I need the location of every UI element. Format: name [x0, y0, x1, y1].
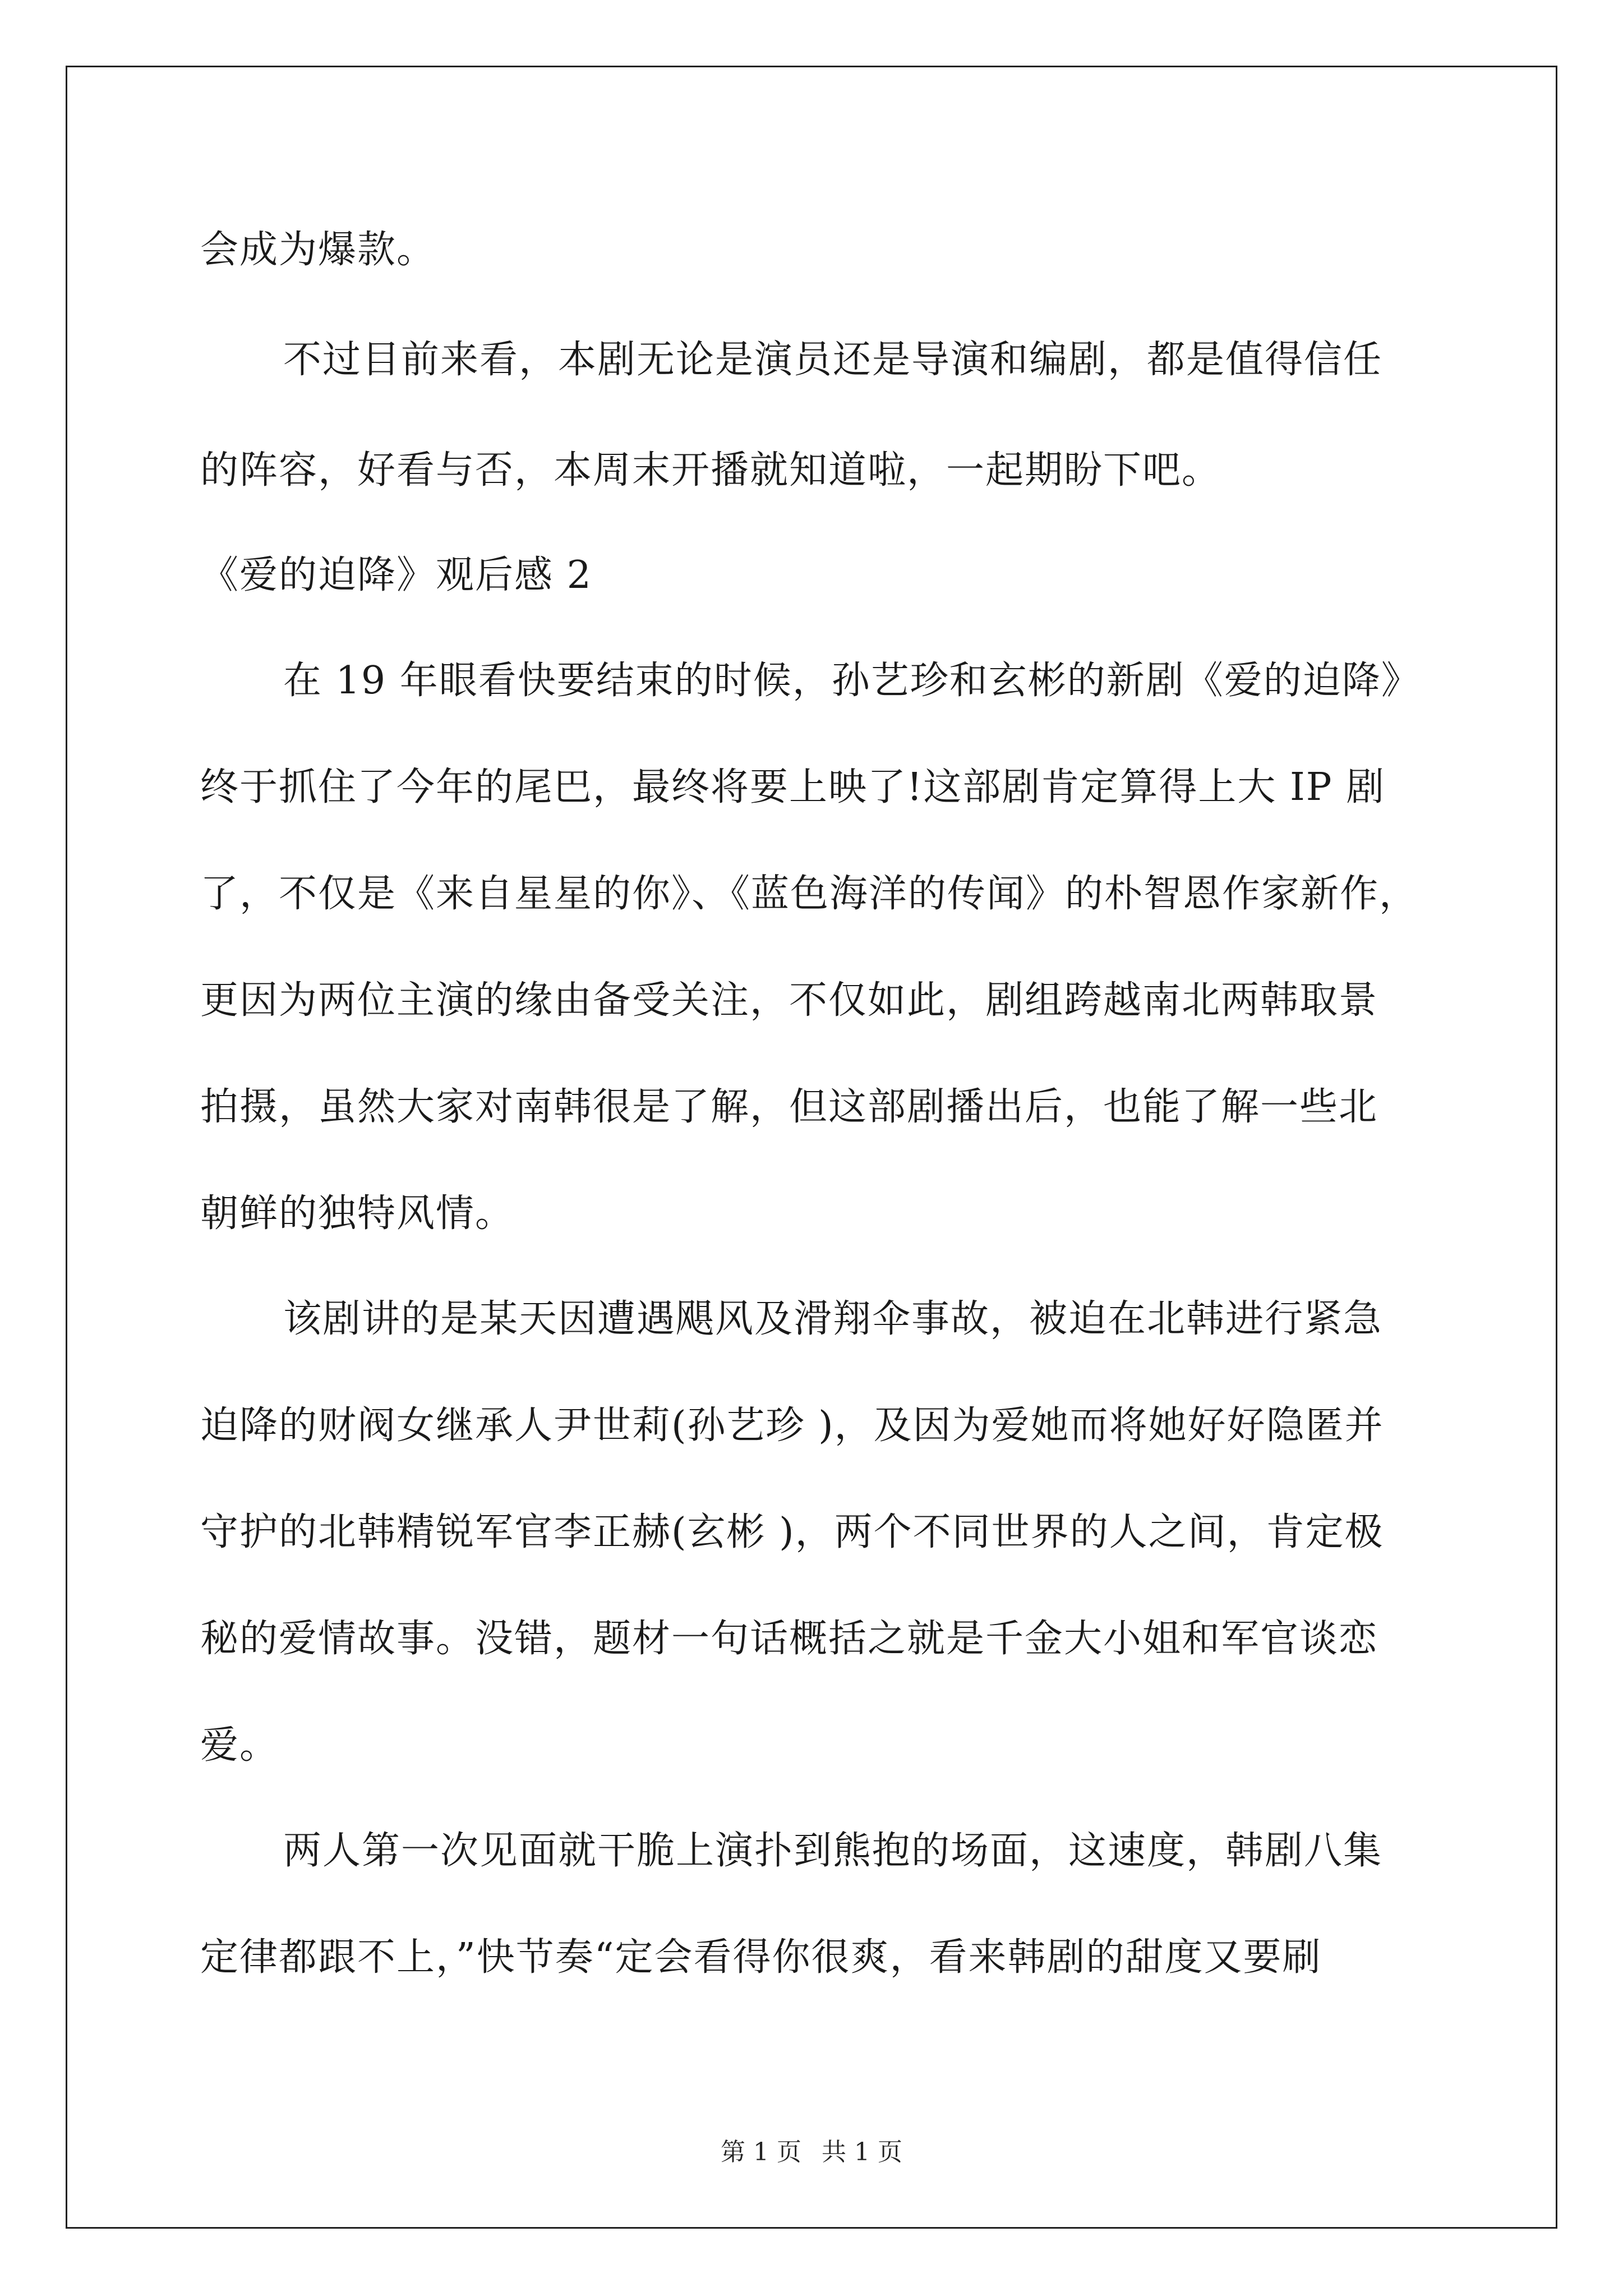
text-line: 了，不仅是《来自星星的你》、《蓝色海洋的传闻》的朴智恩作家新作， — [200, 872, 1419, 916]
text-line: 秘的爱情故事。没错，题材一句话概括之就是千金大小姐和军官谈恋 — [200, 1617, 1378, 1661]
page-border — [66, 66, 1557, 2229]
text-line: 终于抓住了今年的尾巴，最终将要上映了!这部剧肯定算得上大 IP 剧 — [200, 765, 1386, 809]
text-line: 爱。 — [200, 1723, 279, 1768]
text-line: 定律都跟不上，”快节奏“定会看得你很爽，看来韩剧的甜度又要刷 — [200, 1935, 1322, 1980]
text-line: 迫降的财阀女继承人尹世莉(孙艺珍 )，及因为爱她而将她好好隐匿并 — [200, 1404, 1384, 1448]
text-line: 该剧讲的是某天因遭遇飓风及滑翔伞事故，被迫在北韩进行紧急 — [283, 1297, 1383, 1341]
page-number: 第 1 页 — [721, 2138, 801, 2166]
text-line: 拍摄，虽然大家对南韩很是了解，但这部剧播出后，也能了解一些北 — [200, 1085, 1378, 1129]
text-line: 会成为爆款。 — [200, 228, 436, 272]
text-line: 不过目前来看，本剧无论是演员还是导演和编剧，都是值得信任 — [283, 338, 1383, 382]
page-total: 共 1 页 — [822, 2138, 902, 2166]
text-line: 更因为两位主演的缘由备受关注，不仅如此，剧组跨越南北两韩取景 — [200, 978, 1378, 1023]
text-line: 的阵容，好看与否，本周末开播就知道啦，一起期盼下吧。 — [200, 448, 1221, 493]
text-line: 守护的北韩精锐军官李正赫(玄彬 )，两个不同世界的人之间，肯定极 — [200, 1510, 1384, 1554]
text-line: 两人第一次见面就干脆上演扑到熊抱的场面，这速度，韩剧八集 — [283, 1829, 1383, 1873]
section-heading: 《爱的迫降》观后感 2 — [200, 553, 592, 597]
text-line: 在 19 年眼看快要结束的时候，孙艺珍和玄彬的新剧《爱的迫降》 — [283, 659, 1421, 703]
text-line: 朝鲜的独特风情。 — [200, 1191, 515, 1236]
page-footer — [0, 2132, 1623, 2168]
